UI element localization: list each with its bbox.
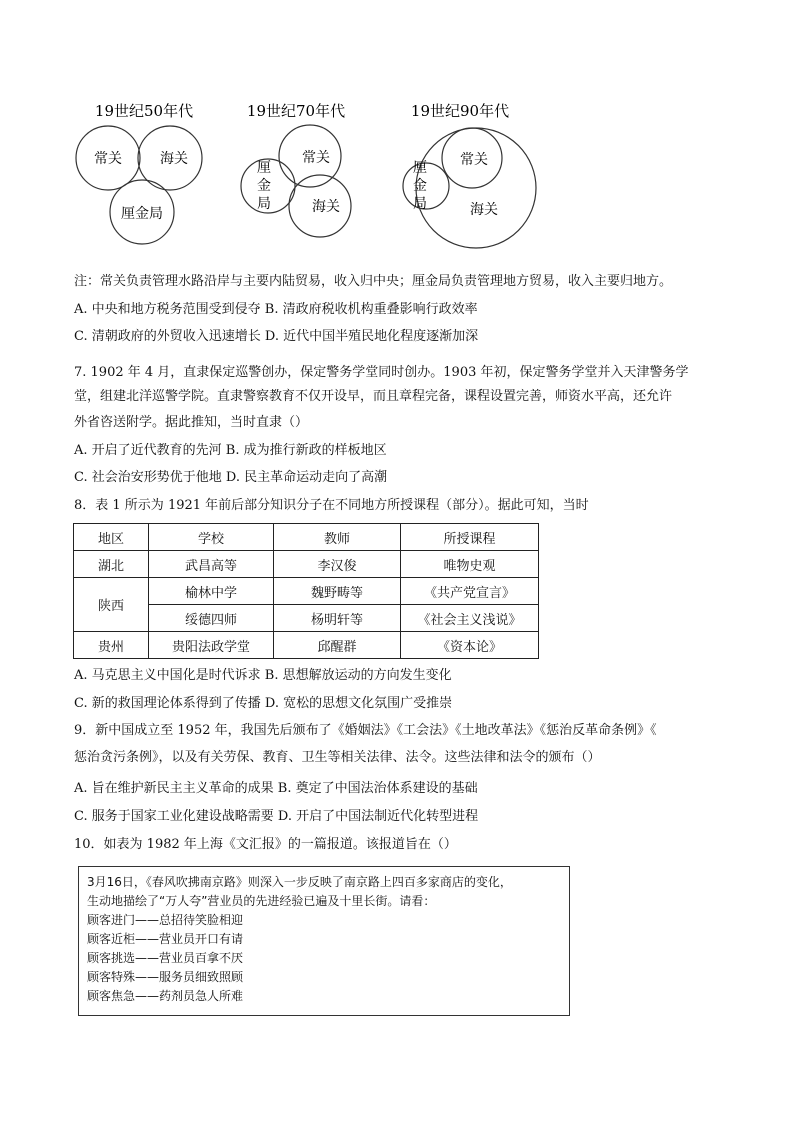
news-line: 生动地描绘了“万人夸”营业员的先进经验已遍及十里长街。请看： [87, 894, 436, 908]
venn-title: 19世纪70年代 [246, 102, 346, 120]
venn-label-char: 局 [257, 196, 271, 212]
venn-diagram-1870s [234, 92, 370, 252]
venn-label-char: 厘 [413, 160, 427, 176]
table-cell-course: 《资本论》 [401, 632, 539, 659]
venn-label: 常关 [94, 151, 122, 167]
q8-stem: 8．表 1 所示为 1921 年前后部分知识分子在不同地方所授课程（部分）。据此可知，当时 [74, 498, 589, 513]
venn-title: 19世纪90年代 [410, 102, 510, 120]
news-line: 顾客特殊——服务员细致照顾 [87, 970, 244, 984]
table-header: 教师 [274, 524, 401, 551]
table-row [74, 551, 539, 578]
table-cell-course: 唯物史观 [401, 551, 539, 578]
table-row [74, 578, 539, 605]
venn-diagram-1890s [398, 92, 538, 252]
venn-label: 常关 [302, 150, 330, 166]
table-cell-teacher: 杨明轩等 [274, 605, 401, 632]
table-cell-school: 绥德四师 [149, 605, 274, 632]
q10-news-excerpt-box [78, 866, 570, 1016]
news-line: 3月16日，《春风吹拂南京路》则深入一步反映了南京路上四百多家商店的变化， [87, 875, 512, 889]
table-cell-school: 榆林中学 [149, 578, 274, 605]
table-cell-teacher: 李汉俊 [274, 551, 401, 578]
venn-label: 海关 [312, 199, 340, 215]
table-cell-region: 陕西 [74, 578, 149, 632]
q6-options-ab: A. 中央和地方税务范围受到侵夺 B. 清政府税收机构重叠影响行政效率 [74, 302, 478, 317]
venn-label: 厘金局 [121, 206, 163, 222]
q7-stem-line1: 7. 1902 年 4 月，直隶保定巡警创办，保定警务学堂同时创办。1903 年初，保定警务学堂并入天津警务学 [74, 365, 689, 380]
q8-course-table [73, 523, 539, 659]
venn-label: 海关 [470, 202, 498, 218]
venn-diagram-1850s [74, 92, 214, 252]
news-line: 顾客近柜——营业员开口有请 [87, 932, 244, 946]
news-line: 顾客挑选——营业员百拿不厌 [87, 951, 244, 965]
table-cell-region: 贵州 [74, 632, 149, 659]
table-row [74, 632, 539, 659]
q9-options-cd: C. 服务于国家工业化建设战略需要 D. 开启了中国法制近代化转型进程 [74, 809, 479, 824]
venn-label: 海关 [160, 151, 188, 167]
venn-label-char: 金 [413, 178, 427, 194]
news-line: 顾客焦急——药剂员急人所难 [87, 989, 244, 1003]
table-header: 学校 [149, 524, 274, 551]
table-cell-course: 《社会主义浅说》 [401, 605, 539, 632]
q10-stem: 10．如表为 1982 年上海《文汇报》的一篇报道。该报道旨在（） [74, 837, 457, 852]
table-cell-teacher: 魏野畴等 [274, 578, 401, 605]
q9-stem-line2: 惩治贪污条例》，以及有关劳保、教育、卫生等相关法律、法令。这些法律和法令的颁布（） [74, 750, 601, 765]
table-cell-region: 湖北 [74, 551, 149, 578]
table-header-row [74, 524, 539, 551]
venn-label-char: 金 [257, 178, 271, 194]
venn-label-char: 局 [413, 196, 427, 212]
q6-note: 注：常关负责管理水路沿岸与主要内陆贸易，收入归中央；厘金局负责管理地方贸易，收入主要归地方。 [74, 274, 673, 289]
venn-label-char: 厘 [257, 160, 271, 176]
q8-options-cd: C. 新的救国理论体系得到了传播 D. 宽松的思想文化氛围广受推崇 [74, 696, 453, 711]
venn-title: 19世纪50年代 [94, 102, 194, 120]
q9-options-ab: A. 旨在维护新民主主义革命的成果 B. 奠定了中国法治体系建设的基础 [74, 781, 478, 796]
q7-stem-line3: 外省咨送附学。据此推知，当时直隶（） [74, 415, 309, 430]
table-cell-teacher: 邱醒群 [274, 632, 401, 659]
news-line: 顾客进门——总招待笑脸相迎 [87, 913, 244, 927]
table-header: 地区 [74, 524, 149, 551]
q7-options-ab: A. 开启了近代教育的先河 B. 成为推行新政的样板地区 [74, 443, 387, 458]
table-cell-school: 贵阳法政学堂 [149, 632, 274, 659]
table-cell-school: 武昌高等 [149, 551, 274, 578]
venn-label: 常关 [460, 152, 488, 168]
q7-stem-line2: 堂，组建北洋巡警学院。直隶警察教育不仅开设早，而且章程完备，课程设置完善，师资水平高，还允许 [74, 389, 673, 404]
q8-options-ab: A. 马克思主义中国化是时代诉求 B. 思想解放运动的方向发生变化 [74, 668, 452, 683]
q7-options-cd: C. 社会治安形势优于他地 D. 民主革命运动走向了高潮 [74, 470, 388, 485]
table-cell-course: 《共产党宣言》 [401, 578, 539, 605]
q6-options-cd: C. 清朝政府的外贸收入迅速增长 D. 近代中国半殖民地化程度逐渐加深 [74, 329, 479, 344]
table-header: 所授课程 [401, 524, 539, 551]
q9-stem-line1: 9．新中国成立至 1952 年，我国先后颁布了《婚姻法》《工会法》《土地改革法》《惩治反革命条例》《 [74, 723, 657, 738]
